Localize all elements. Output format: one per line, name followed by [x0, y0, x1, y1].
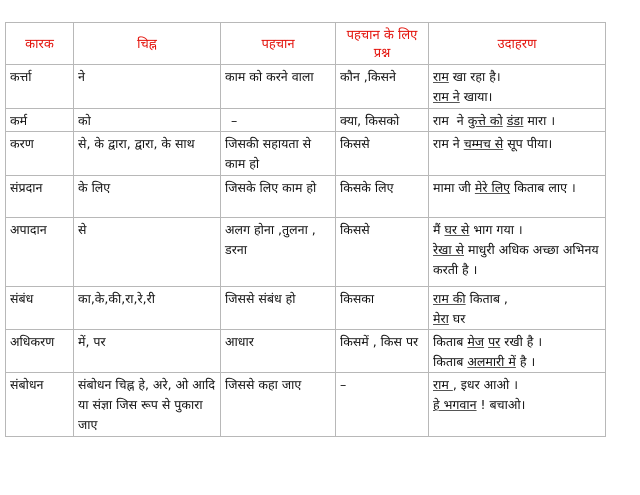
cell-chihn: का,के,की,रा,रे,री [74, 287, 221, 330]
example-line: राम ने खाया। [433, 89, 493, 104]
cell-pehchan: जिससे संबंध हो [221, 287, 336, 330]
cell-pehchan: जिसकी सहायता से काम हो [221, 132, 336, 176]
table-row [6, 287, 606, 330]
header-prashn: पहचान के लिए प्रश्न [336, 23, 429, 65]
cell-chihn: से [74, 218, 221, 287]
cell-karak: संबोधन [6, 373, 74, 437]
cell-udaharan [429, 109, 606, 132]
cell-prashn: किससे [336, 218, 429, 287]
cell-pehchan: जिससे कहा जाए [221, 373, 336, 437]
example-line: राम ने कुत्ते को डंडा मारा । [433, 113, 556, 128]
example-line: राम की किताब , [433, 291, 508, 306]
cell-pehchan: अलग होना ,तुलना , डरना [221, 218, 336, 287]
cell-chihn: को [74, 109, 221, 132]
cell-prashn: कौन ,किसने [336, 65, 429, 109]
cell-udaharan [429, 132, 606, 176]
cell-udaharan [429, 176, 606, 218]
cell-udaharan [429, 65, 606, 109]
header-chihn: चिह्न [74, 23, 221, 65]
cell-karak: करण [6, 132, 74, 176]
cell-udaharan [429, 287, 606, 330]
table-row [6, 218, 606, 287]
header-row [6, 23, 606, 65]
table-row [6, 65, 606, 109]
cell-chihn: संबोधन चिह्न हे, अरे, ओ आदि या संज्ञा जिस रूप से पुकारा जाए [74, 373, 221, 437]
cell-prashn: किससे [336, 132, 429, 176]
cell-prashn: क्या, किसको [336, 109, 429, 132]
cell-karak: कर्त्ता [6, 65, 74, 109]
cell-karak: अधिकरण [6, 330, 74, 373]
cell-udaharan [429, 218, 606, 287]
example-line: हे भगवान ! बचाओ। [433, 397, 526, 412]
example-line: राम , इधर आओ । [433, 377, 518, 392]
cell-karak: संबंध [6, 287, 74, 330]
cell-prashn: – [336, 373, 429, 437]
cell-chihn: ने [74, 65, 221, 109]
example-line: किताब मेज पर रखी है । [433, 334, 543, 349]
cell-pehchan: आधार [221, 330, 336, 373]
table-row [6, 330, 606, 373]
cell-chihn: से, के द्वारा, द्वारा, के साथ [74, 132, 221, 176]
table-row [6, 109, 606, 132]
cell-prashn: किसका [336, 287, 429, 330]
example-line: किताब अलमारी में है । [433, 354, 536, 369]
example-line: राम खा रहा है। [433, 69, 501, 84]
table-row [6, 132, 606, 176]
header-udaharan: उदाहरण [429, 23, 606, 65]
cell-karak: संप्रदान [6, 176, 74, 218]
cell-udaharan [429, 330, 606, 373]
table-row [6, 176, 606, 218]
cell-karak: अपादान [6, 218, 74, 287]
example-line: मामा जी मेरे लिए किताब लाए । [433, 180, 576, 195]
cell-chihn: में, पर [74, 330, 221, 373]
table-row [6, 373, 606, 437]
cell-pehchan: जिसके लिए काम हो [221, 176, 336, 218]
cell-prashn: किसके लिए [336, 176, 429, 218]
example-line: राम ने चम्मच से सूप पीया। [433, 136, 553, 151]
cell-karak: कर्म [6, 109, 74, 132]
header-pehchan: पहचान [221, 23, 336, 65]
cell-udaharan [429, 373, 606, 437]
header-karak: कारक [6, 23, 74, 65]
example-line: रेखा से माधुरी अधिक अच्छा अभिनय करती है । [433, 242, 599, 277]
cell-pehchan: काम को करने वाला [221, 65, 336, 109]
cell-prashn: किसमें , किस पर [336, 330, 429, 373]
cell-chihn: के लिए [74, 176, 221, 218]
cell-pehchan: – [221, 109, 336, 132]
example-line: मैं घर से भाग गया । [433, 222, 523, 237]
karak-table [5, 22, 606, 437]
example-line: मेरा घर [433, 311, 466, 326]
